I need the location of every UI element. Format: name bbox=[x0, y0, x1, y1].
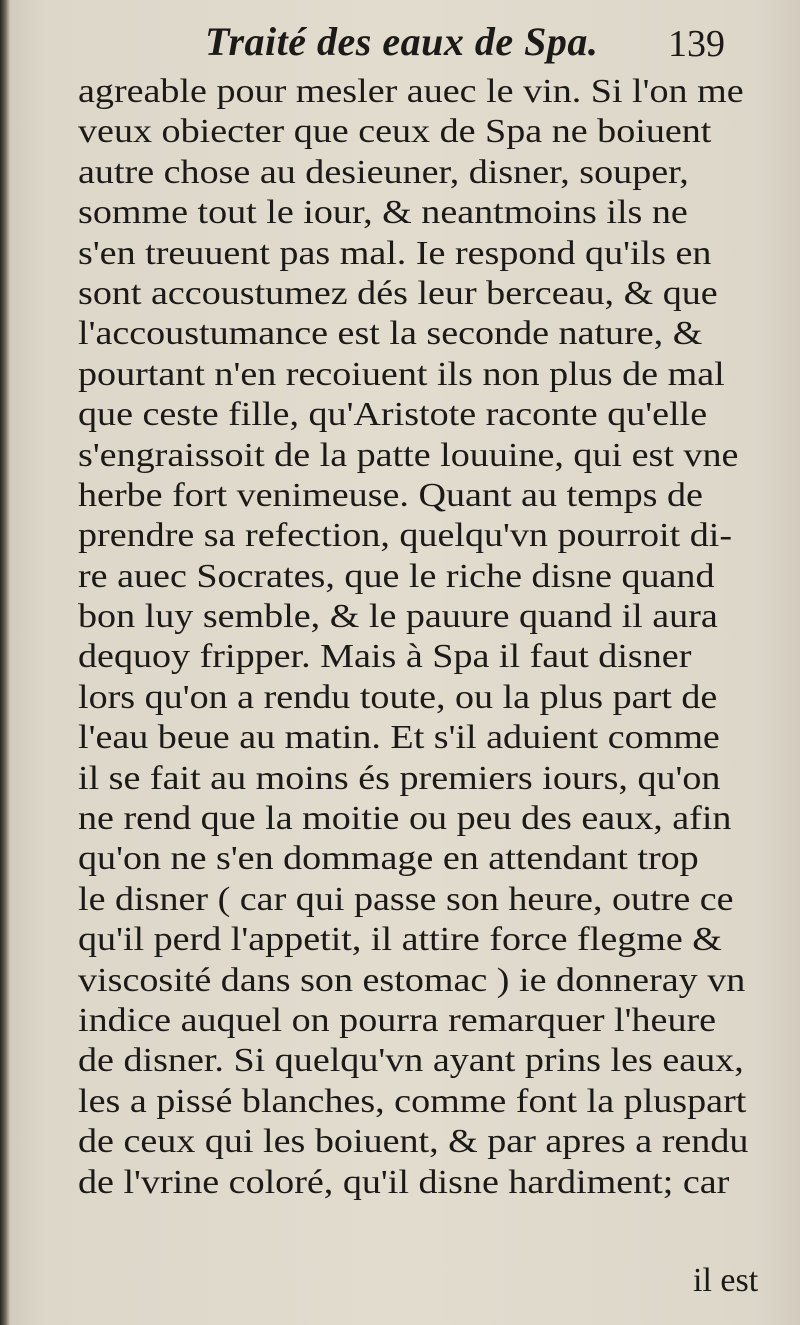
text-line: de l'vrine coloré, qu'il disne hardiment; car bbox=[78, 1163, 730, 1201]
text-line: veux obiecter que ceux de Spa ne boiuent bbox=[78, 113, 712, 151]
text-line: somme tout le iour, & neantmoins ils ne bbox=[78, 194, 688, 232]
body-text bbox=[78, 72, 768, 1203]
text-line: sont accoustumez dés leur berceau, & que bbox=[78, 274, 718, 312]
text-line: l'eau beue au matin. Et s'il aduient comme bbox=[78, 719, 720, 757]
text-line: viscosité dans son estomac ) ie donneray vn bbox=[78, 961, 746, 999]
text-line: les a pissé blanches, comme font la pluspart bbox=[78, 1082, 747, 1120]
text-line: bon luy semble, & le pauure quand il aura bbox=[78, 598, 718, 636]
text-line: ne rend que la moitie ou peu des eaux, afin bbox=[78, 800, 732, 838]
text-line: lors qu'on a rendu toute, ou la plus part de bbox=[78, 678, 718, 716]
text-line: s'en treuuent pas mal. Ie respond qu'ils en bbox=[78, 234, 712, 272]
text-line: l'accoustumance est la seconde nature, & bbox=[78, 315, 703, 353]
page-gutter-shadow bbox=[0, 0, 10, 1325]
text-line: indice auquel on pourra remarquer l'heure bbox=[78, 1001, 717, 1039]
text-line: re auec Socrates, que le riche disne quand bbox=[78, 557, 715, 595]
catchword: il est bbox=[693, 1262, 759, 1299]
text-line: agreable pour mesler auec le vin. Si l'on me bbox=[78, 73, 744, 110]
text-line: prendre sa refection, quelqu'vn pourroit di- bbox=[78, 517, 733, 555]
text-line: dequoy fripper. Mais à Spa il faut disner bbox=[78, 638, 692, 676]
running-header bbox=[0, 8, 800, 68]
text-line: que ceste fille, qu'Aristote raconte qu'elle bbox=[78, 396, 708, 434]
text-line: il se fait au moins és premiers iours, qu'on bbox=[78, 759, 721, 797]
running-title: Traité des eaux de Spa. bbox=[205, 19, 599, 64]
text-line: pourtant n'en recoiuent ils non plus de mal bbox=[78, 355, 725, 393]
text-line: de ceux qui les boiuent, & par apres a rendu bbox=[78, 1123, 749, 1161]
text-line: qu'il perd l'appetit, il attire force flegme & bbox=[78, 921, 722, 959]
text-line: le disner ( car qui passe son heure, outre ce bbox=[78, 880, 734, 918]
text-line: qu'on ne s'en dommage en attendant trop bbox=[78, 840, 699, 878]
text-line: autre chose au desieuner, disner, souper, bbox=[78, 153, 689, 191]
text-line: herbe fort venimeuse. Quant au temps de bbox=[78, 476, 703, 514]
text-line: de disner. Si quelqu'vn ayant prins les eaux, bbox=[78, 1042, 744, 1080]
text-line: s'engraissoit de la patte louuine, qui est vne bbox=[78, 436, 739, 474]
page-number: 139 bbox=[668, 23, 725, 65]
